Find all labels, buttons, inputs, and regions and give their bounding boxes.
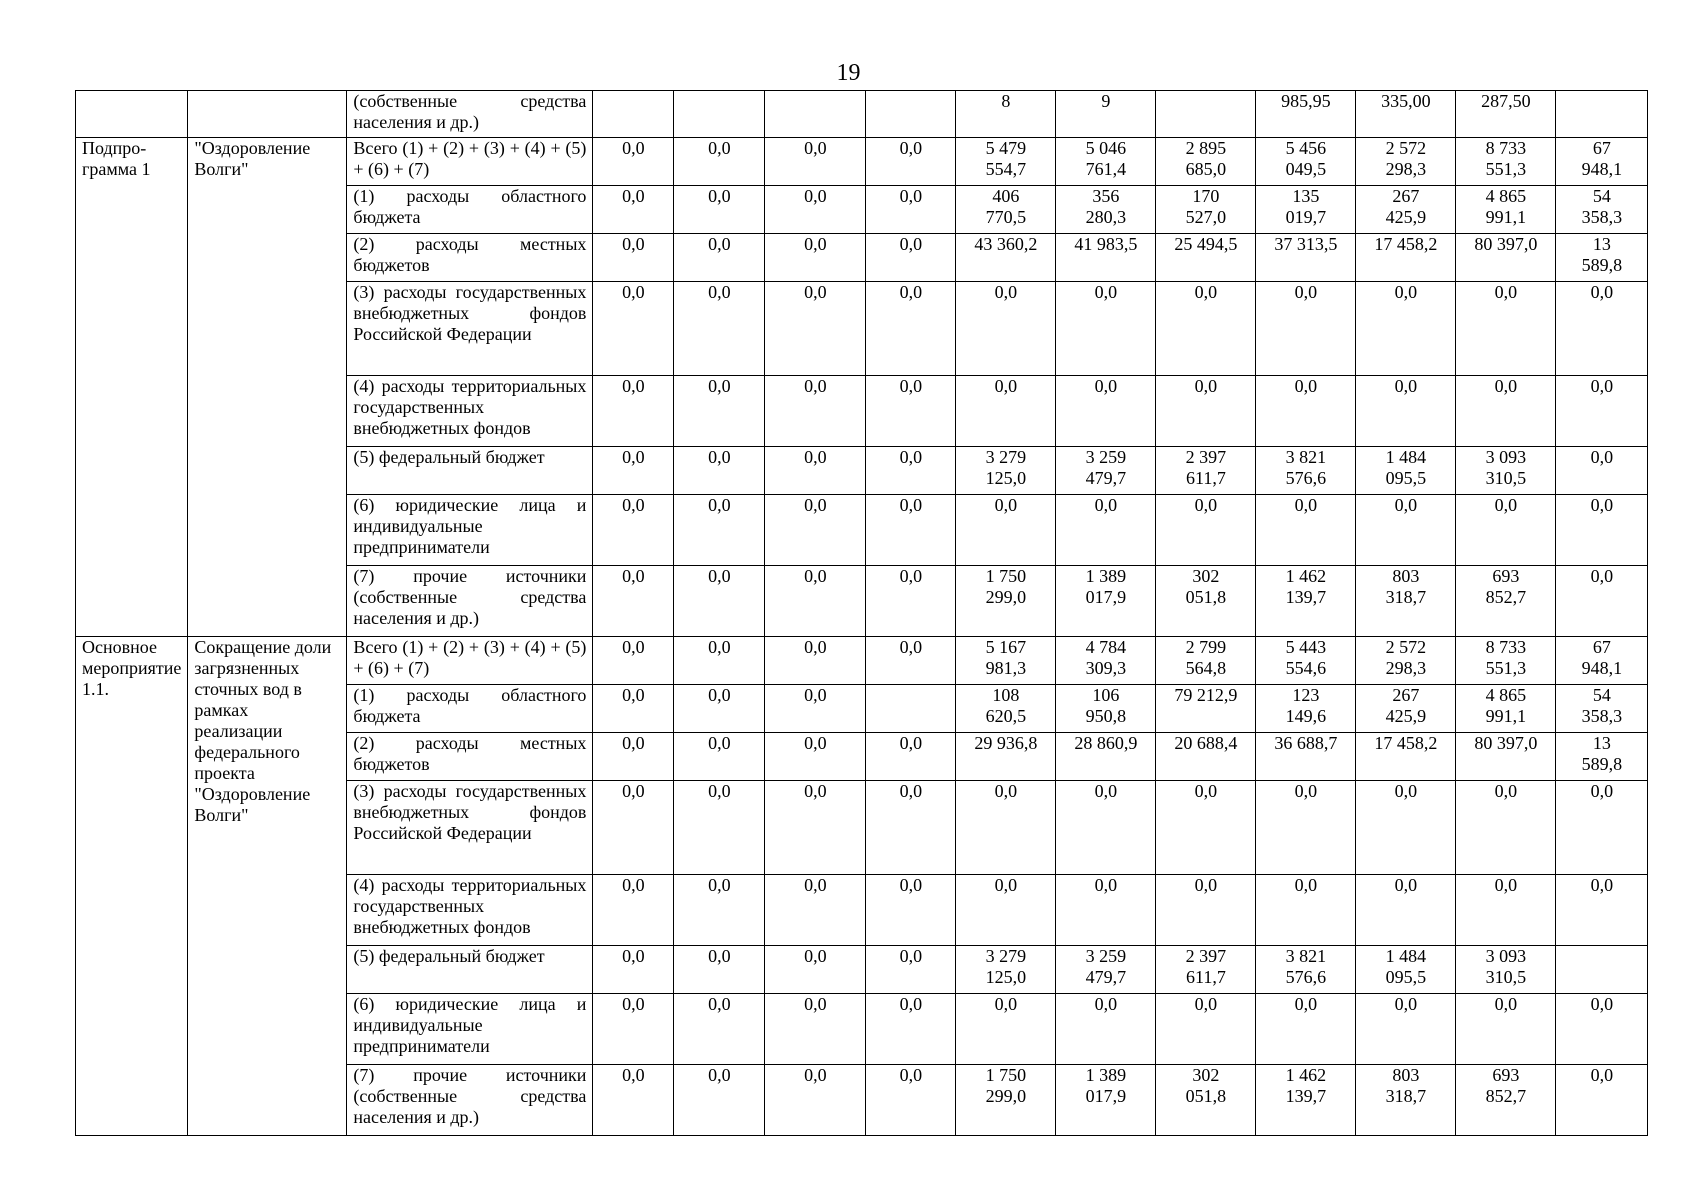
value-cell: 0,0: [956, 994, 1056, 1065]
value-cell: 28 860,9: [1056, 733, 1156, 781]
value-cell: 4 784 309,3: [1056, 637, 1156, 685]
value-cell: 5 479 554,7: [956, 138, 1056, 186]
value-cell: 0,0: [1356, 495, 1456, 566]
value-cell: 0,0: [866, 994, 956, 1065]
value-cell: 43 360,2: [956, 234, 1056, 282]
value-cell: 0,0: [866, 637, 956, 685]
value-cell: 0,0: [765, 733, 866, 781]
value-cell: 1 484 095,5: [1356, 946, 1456, 994]
value-cell: 2 799 564,8: [1156, 637, 1256, 685]
value-cell: 5 167 981,3: [956, 637, 1056, 685]
value-cell: 0,0: [593, 1065, 674, 1136]
value-cell: 0,0: [1556, 495, 1648, 566]
value-cell: 0,0: [866, 495, 956, 566]
value-cell: 0,0: [765, 566, 866, 637]
value-cell: 80 397,0: [1456, 733, 1556, 781]
value-cell: [1556, 946, 1648, 994]
value-cell: 0,0: [866, 447, 956, 495]
value-cell: 0,0: [1556, 994, 1648, 1065]
value-cell: 0,0: [866, 282, 956, 376]
value-cell: 0,0: [1356, 875, 1456, 946]
value-cell: 9: [1056, 91, 1156, 138]
value-cell: 2 895 685,0: [1156, 138, 1256, 186]
value-cell: 4 865 991,1: [1456, 186, 1556, 234]
value-cell: 0,0: [765, 875, 866, 946]
value-cell: 54 358,3: [1556, 685, 1648, 733]
value-cell: 41 983,5: [1056, 234, 1156, 282]
source-cell: (2) расходы местных бюджетов: [347, 733, 593, 781]
source-cell: Всего (1) + (2) + (3) + (4) + (5) + (6) + (7): [347, 637, 593, 685]
value-cell: 8 733 551,3: [1456, 637, 1556, 685]
value-cell: 0,0: [1056, 875, 1156, 946]
value-cell: 8 733 551,3: [1456, 138, 1556, 186]
value-cell: 2 572 298,3: [1356, 138, 1456, 186]
value-cell: 0,0: [866, 566, 956, 637]
value-cell: 0,0: [674, 495, 765, 566]
block-name: "Оздоровление Волги": [188, 138, 347, 637]
value-cell: 3 259 479,7: [1056, 946, 1156, 994]
value-cell: 0,0: [765, 447, 866, 495]
value-cell: 0,0: [765, 1065, 866, 1136]
value-cell: 3 821 576,6: [1256, 447, 1356, 495]
value-cell: 0,0: [765, 946, 866, 994]
value-cell: 80 397,0: [1456, 234, 1556, 282]
value-cell: 5 456 049,5: [1256, 138, 1356, 186]
name-cell: [188, 91, 347, 138]
value-cell: 0,0: [1256, 875, 1356, 946]
value-cell: 29 936,8: [956, 733, 1056, 781]
value-cell: 0,0: [1356, 282, 1456, 376]
value-cell: 0,0: [1556, 447, 1648, 495]
value-cell: 0,0: [674, 138, 765, 186]
value-cell: 0,0: [674, 994, 765, 1065]
value-cell: 0,0: [674, 566, 765, 637]
value-cell: 693 852,7: [1456, 1065, 1556, 1136]
value-cell: 0,0: [1556, 781, 1648, 875]
value-cell: 0,0: [593, 781, 674, 875]
value-cell: 356 280,3: [1056, 186, 1156, 234]
value-cell: [674, 91, 765, 138]
value-cell: 8: [956, 91, 1056, 138]
value-cell: 0,0: [593, 946, 674, 994]
value-cell: 0,0: [1256, 781, 1356, 875]
value-cell: 3 093 310,5: [1456, 447, 1556, 495]
value-cell: 1 389 017,9: [1056, 566, 1156, 637]
value-cell: 0,0: [593, 685, 674, 733]
value-cell: 0,0: [1056, 376, 1156, 447]
value-cell: 0,0: [1056, 495, 1156, 566]
value-cell: 0,0: [1556, 875, 1648, 946]
value-cell: 135 019,7: [1256, 186, 1356, 234]
value-cell: 0,0: [593, 234, 674, 282]
value-cell: 0,0: [866, 138, 956, 186]
table-row: [76, 637, 1648, 685]
value-cell: 0,0: [674, 447, 765, 495]
source-cell: (3) расходы государственных внебюджетных фондов Российской Федерации: [347, 282, 593, 376]
value-cell: 0,0: [593, 186, 674, 234]
table-row: [76, 138, 1648, 186]
source-cell: (5) федеральный бюджет: [347, 946, 593, 994]
value-cell: 4 865 991,1: [1456, 685, 1556, 733]
value-cell: 0,0: [1056, 282, 1156, 376]
source-cell: Всего (1) + (2) + (3) + (4) + (5) + (6) + (7): [347, 138, 593, 186]
value-cell: 302 051,8: [1156, 1065, 1256, 1136]
value-cell: 0,0: [765, 282, 866, 376]
value-cell: 0,0: [1456, 994, 1556, 1065]
value-cell: 0,0: [866, 946, 956, 994]
value-cell: 0,0: [674, 781, 765, 875]
value-cell: 0,0: [593, 637, 674, 685]
value-cell: 0,0: [1356, 994, 1456, 1065]
value-cell: 0,0: [1056, 994, 1156, 1065]
value-cell: 0,0: [866, 1065, 956, 1136]
value-cell: 0,0: [1156, 376, 1256, 447]
value-cell: 1 750 299,0: [956, 566, 1056, 637]
value-cell: 0,0: [674, 685, 765, 733]
source-cell: (6) юридические лица и индивидуальные предприниматели: [347, 495, 593, 566]
value-cell: 0,0: [765, 994, 866, 1065]
value-cell: 0,0: [593, 566, 674, 637]
value-cell: [593, 91, 674, 138]
value-cell: 0,0: [593, 495, 674, 566]
value-cell: 0,0: [765, 781, 866, 875]
value-cell: [866, 685, 956, 733]
value-cell: 287,50: [1456, 91, 1556, 138]
value-cell: 0,0: [765, 685, 866, 733]
value-cell: 803 318,7: [1356, 1065, 1456, 1136]
value-cell: 123 149,6: [1256, 685, 1356, 733]
value-cell: 1 389 017,9: [1056, 1065, 1156, 1136]
value-cell: 0,0: [866, 781, 956, 875]
value-cell: 36 688,7: [1256, 733, 1356, 781]
value-cell: 0,0: [765, 138, 866, 186]
value-cell: 25 494,5: [1156, 234, 1256, 282]
block-name: Сокращение доли загрязненных сточных вод в рамках реализации федерального проекта "Оздоровление Волги": [188, 637, 347, 1136]
block-code: Основное мероприятие 1.1.: [76, 637, 188, 1136]
value-cell: 0,0: [593, 376, 674, 447]
code-cell: [76, 91, 188, 138]
value-cell: 0,0: [956, 376, 1056, 447]
value-cell: 108 620,5: [956, 685, 1056, 733]
value-cell: 267 425,9: [1356, 186, 1456, 234]
value-cell: 0,0: [956, 781, 1056, 875]
value-cell: 0,0: [1156, 994, 1256, 1065]
value-cell: 2 397 611,7: [1156, 447, 1256, 495]
value-cell: 0,0: [866, 733, 956, 781]
continuation-row: [76, 91, 1648, 138]
value-cell: 0,0: [765, 376, 866, 447]
value-cell: 3 279 125,0: [956, 447, 1056, 495]
value-cell: 0,0: [674, 875, 765, 946]
value-cell: 803 318,7: [1356, 566, 1456, 637]
value-cell: 54 358,3: [1556, 186, 1648, 234]
value-cell: 0,0: [1556, 376, 1648, 447]
value-cell: 0,0: [1356, 781, 1456, 875]
value-cell: 13 589,8: [1556, 234, 1648, 282]
value-cell: 0,0: [1156, 781, 1256, 875]
value-cell: 106 950,8: [1056, 685, 1156, 733]
budget-table: [75, 90, 1648, 1136]
value-cell: 302 051,8: [1156, 566, 1256, 637]
source-cell: (4) расходы территориальных государственных внебюджетных фондов: [347, 875, 593, 946]
value-cell: 0,0: [674, 946, 765, 994]
value-cell: [866, 91, 956, 138]
value-cell: 0,0: [1256, 495, 1356, 566]
value-cell: 3 821 576,6: [1256, 946, 1356, 994]
source-cell: (3) расходы государственных внебюджетных фондов Российской Федерации: [347, 781, 593, 875]
value-cell: 0,0: [866, 186, 956, 234]
value-cell: 0,0: [866, 376, 956, 447]
value-cell: 0,0: [674, 234, 765, 282]
value-cell: 0,0: [593, 282, 674, 376]
value-cell: [1556, 91, 1648, 138]
value-cell: 0,0: [593, 447, 674, 495]
value-cell: 3 093 310,5: [1456, 946, 1556, 994]
value-cell: 170 527,0: [1156, 186, 1256, 234]
value-cell: 0,0: [765, 234, 866, 282]
value-cell: 67 948,1: [1556, 637, 1648, 685]
value-cell: 0,0: [765, 495, 866, 566]
value-cell: 0,0: [956, 875, 1056, 946]
value-cell: 267 425,9: [1356, 685, 1456, 733]
value-cell: 0,0: [593, 733, 674, 781]
value-cell: 0,0: [1456, 875, 1556, 946]
source-cell: (5) федеральный бюджет: [347, 447, 593, 495]
value-cell: 13 589,8: [1556, 733, 1648, 781]
value-cell: 1 750 299,0: [956, 1065, 1056, 1136]
value-cell: 0,0: [765, 637, 866, 685]
source-cell: (6) юридические лица и индивидуальные предприниматели: [347, 994, 593, 1065]
value-cell: 67 948,1: [1556, 138, 1648, 186]
value-cell: 0,0: [1256, 376, 1356, 447]
source-cell: (1) расходы областного бюджета: [347, 685, 593, 733]
value-cell: 985,95: [1256, 91, 1356, 138]
value-cell: 406 770,5: [956, 186, 1056, 234]
value-cell: [765, 91, 866, 138]
value-cell: 0,0: [866, 875, 956, 946]
value-cell: 3 259 479,7: [1056, 447, 1156, 495]
source-cell: (собственные средства населения и др.): [347, 91, 593, 138]
source-cell: (1) расходы областного бюджета: [347, 186, 593, 234]
value-cell: 0,0: [674, 637, 765, 685]
value-cell: 20 688,4: [1156, 733, 1256, 781]
value-cell: 0,0: [1256, 282, 1356, 376]
value-cell: 17 458,2: [1356, 733, 1456, 781]
value-cell: 0,0: [674, 376, 765, 447]
value-cell: 5 046 761,4: [1056, 138, 1156, 186]
value-cell: 335,00: [1356, 91, 1456, 138]
value-cell: 0,0: [1156, 875, 1256, 946]
value-cell: 693 852,7: [1456, 566, 1556, 637]
value-cell: 0,0: [1456, 495, 1556, 566]
value-cell: 0,0: [674, 1065, 765, 1136]
value-cell: 0,0: [956, 495, 1056, 566]
value-cell: 0,0: [593, 138, 674, 186]
source-cell: (7) прочие источники (собственные средства населения и др.): [347, 566, 593, 637]
value-cell: 0,0: [1256, 994, 1356, 1065]
value-cell: 0,0: [674, 186, 765, 234]
value-cell: 0,0: [1156, 495, 1256, 566]
value-cell: 0,0: [1456, 781, 1556, 875]
source-cell: (4) расходы территориальных государственных внебюджетных фондов: [347, 376, 593, 447]
value-cell: 0,0: [674, 282, 765, 376]
value-cell: 2 397 611,7: [1156, 946, 1256, 994]
value-cell: 0,0: [1056, 781, 1156, 875]
value-cell: 17 458,2: [1356, 234, 1456, 282]
value-cell: 0,0: [1556, 1065, 1648, 1136]
value-cell: 0,0: [593, 994, 674, 1065]
value-cell: 0,0: [1556, 282, 1648, 376]
value-cell: 0,0: [1456, 376, 1556, 447]
source-cell: (7) прочие источники (собственные средства населения и др.): [347, 1065, 593, 1136]
block-code: Подпро-грамма 1: [76, 138, 188, 637]
value-cell: 0,0: [1556, 566, 1648, 637]
value-cell: 0,0: [593, 875, 674, 946]
value-cell: 1 462 139,7: [1256, 1065, 1356, 1136]
value-cell: 0,0: [1456, 282, 1556, 376]
value-cell: 0,0: [956, 282, 1056, 376]
value-cell: 0,0: [1156, 282, 1256, 376]
value-cell: 0,0: [674, 733, 765, 781]
value-cell: [1156, 91, 1256, 138]
value-cell: 1 462 139,7: [1256, 566, 1356, 637]
value-cell: 79 212,9: [1156, 685, 1256, 733]
value-cell: 37 313,5: [1256, 234, 1356, 282]
value-cell: 0,0: [765, 186, 866, 234]
value-cell: 0,0: [1356, 376, 1456, 447]
value-cell: 2 572 298,3: [1356, 637, 1456, 685]
page-number: 19: [836, 60, 861, 86]
value-cell: 3 279 125,0: [956, 946, 1056, 994]
value-cell: 0,0: [866, 234, 956, 282]
source-cell: (2) расходы местных бюджетов: [347, 234, 593, 282]
value-cell: 1 484 095,5: [1356, 447, 1456, 495]
value-cell: 5 443 554,6: [1256, 637, 1356, 685]
